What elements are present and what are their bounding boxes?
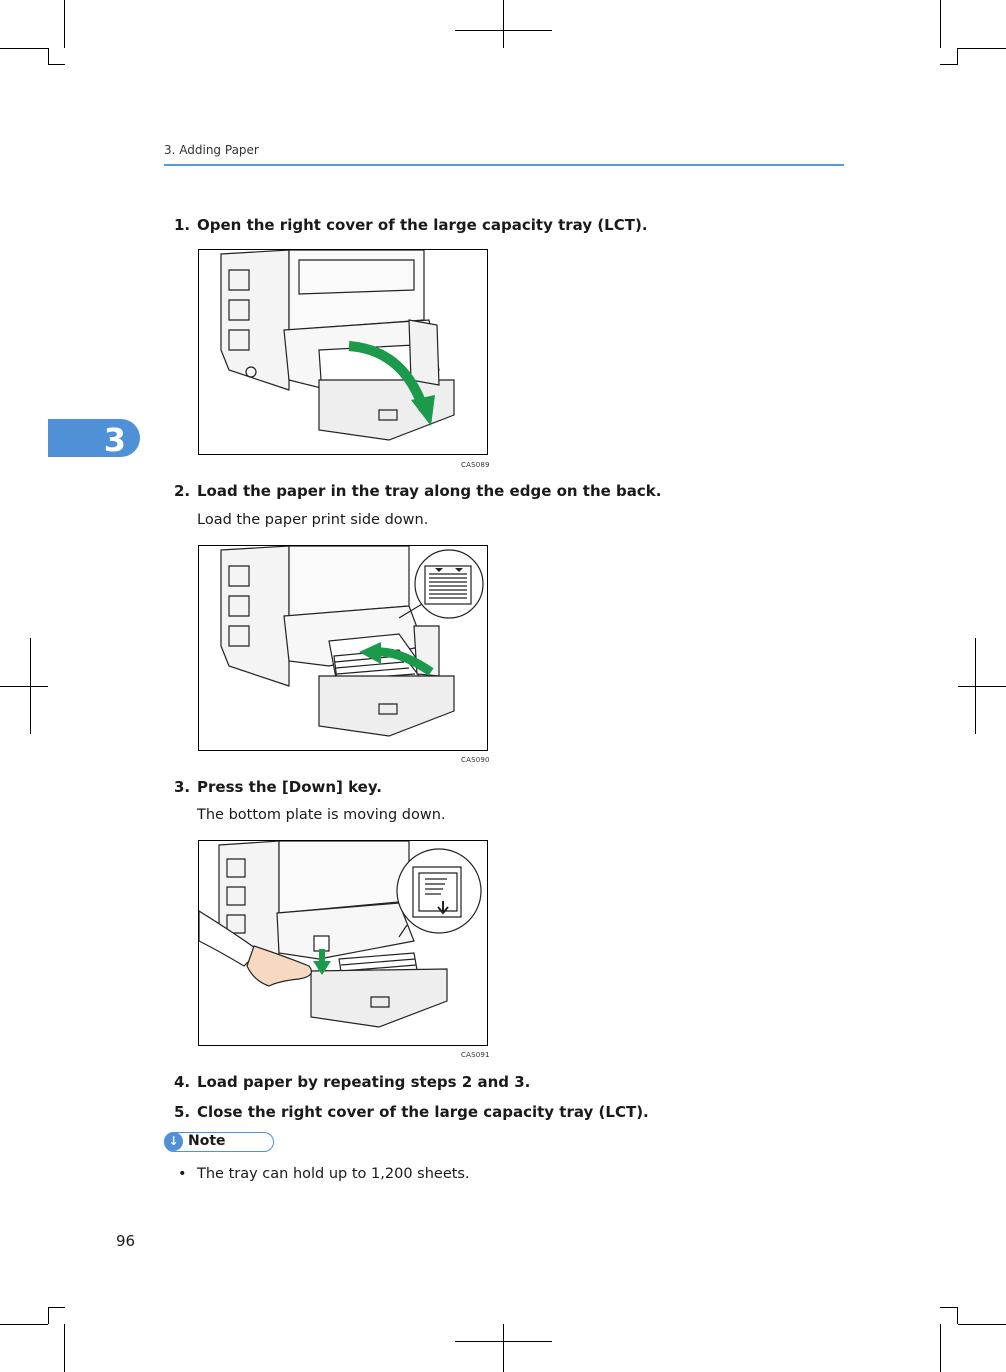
crop-mark [957,48,958,65]
crop-mark [64,1324,65,1372]
step-5 [174,1103,649,1121]
step-number: 1. [174,216,191,234]
crop-mark [958,686,1006,687]
step-number: 3. [174,778,191,796]
illustration-press-down-key [198,840,488,1046]
crop-mark [958,1324,1006,1325]
crop-mark [48,1307,65,1308]
crop-mark [958,48,1006,49]
arrow-down-icon: ↓ [164,1132,183,1151]
chapter-number: 3 [103,421,126,459]
crop-mark [503,1324,504,1372]
bullet-icon: • [178,1166,187,1182]
note-badge [164,1132,274,1152]
crop-mark [940,1324,941,1372]
illustration-load-paper [198,545,488,751]
step-title: Load paper by repeating steps 2 and 3. [197,1073,531,1091]
figure-id: CAS089 [461,461,490,469]
crop-mark [48,64,65,65]
crop-mark [48,1307,49,1324]
step-1 [174,216,648,234]
crop-mark [940,1307,958,1308]
step-title: Open the right cover of the large capacity tray (LCT). [197,216,648,234]
crop-mark [455,1341,552,1342]
page-number: 96 [116,1232,136,1250]
figure-id: CAS090 [461,756,490,764]
crop-mark [0,48,48,49]
illustration-open-right-cover [198,249,488,455]
step-number: 2. [174,482,191,500]
step-3 [174,778,382,796]
step-2 [174,482,661,500]
crop-mark [48,48,49,65]
figure-id: CAS091 [461,1051,490,1059]
crop-mark [0,1324,48,1325]
header-rule [164,164,844,166]
crop-mark [940,0,941,48]
note-label: Note [188,1133,226,1149]
crop-mark [957,1307,958,1324]
step-number: 4. [174,1073,191,1091]
step-title: Load the paper in the tray along the edge on the back. [197,482,662,500]
crop-mark [503,0,504,48]
crop-mark [455,30,552,31]
step-title: Press the [Down] key. [197,778,382,796]
step-detail: The bottom plate is moving down. [197,807,446,823]
crop-mark [0,686,48,687]
step-number: 5. [174,1103,191,1121]
crop-mark [64,0,65,48]
step-4 [174,1073,530,1091]
crop-mark [940,64,958,65]
step-detail: Load the paper print side down. [197,512,429,528]
note-text: The tray can hold up to 1,200 sheets. [197,1166,470,1182]
chapter-tab [48,419,140,457]
step-title: Close the right cover of the large capacity tray (LCT). [197,1103,649,1121]
running-header: 3. Adding Paper [164,143,259,157]
note-bullet [178,1166,470,1182]
